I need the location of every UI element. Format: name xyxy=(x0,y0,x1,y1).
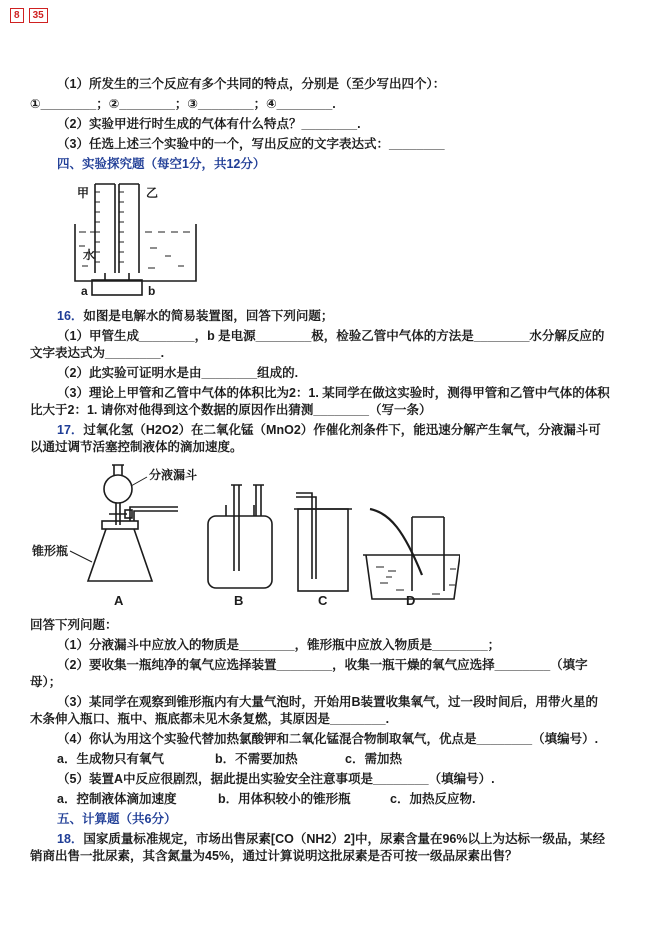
label-tube-yi: 乙 xyxy=(146,186,159,200)
section-4-title: 四、实验探究题（每空1分，共12分） xyxy=(57,157,266,171)
q17-intro xyxy=(30,422,610,456)
q16-item1: （1）甲管生成________，b 是电源________极，检验乙管中气体的方法是________水分解反应的文字表达式为________. xyxy=(30,329,605,360)
q17-item3: （3）某同学在观察到锥形瓶内有大量气泡时，开始用B装置收集氧气，过一段时间后，用带火星的木条伸入瓶口、瓶中、瓶底都未见木条复燃，其原因是________. xyxy=(30,695,598,726)
q16-intro-text: 如图是电解水的简易装置图，回答下列问题； xyxy=(83,309,334,323)
annotation-badges xyxy=(10,8,48,23)
option-4a: a．生成物只有氧气 xyxy=(57,752,164,766)
q18-body: 国家质量标准规定，市场出售尿素[CO（NH2）2]中，尿素含量在96%以上为达标一级品，某经销商出售一批尿素，其含氮量为45%，通过计算说明这批尿素是否可按一级品尿素出售？ xyxy=(30,832,605,863)
flask-leader-line xyxy=(70,551,92,562)
q16-intro xyxy=(30,308,610,325)
gas-jar-tube xyxy=(296,493,316,579)
option-5a: a．控制液体滴加速度 xyxy=(57,792,177,806)
q17-item4: （4）你认为用这个实验代替加热氯酸钾和二氧化锰混合物制取氧气，优点是________（填编号）. xyxy=(57,732,599,746)
washing-bottle xyxy=(208,516,272,588)
delivery-tube-d xyxy=(370,509,422,575)
q17-item5: （5）装置A中反应很剧烈，据此提出实验安全注意事项是________（填编号）. xyxy=(57,772,495,786)
tube-yi xyxy=(119,184,139,273)
q17-item2: （2）要收集一瓶纯净的氧气应选择装置________，收集一瓶干燥的氧气应选择________（填字母）； xyxy=(30,658,588,689)
q17-number: 17． xyxy=(57,423,84,437)
exam-paper xyxy=(30,76,610,868)
q15-item2: （2）实验甲进行时生成的气体有什么特点？________. xyxy=(57,117,361,131)
option-5c: c．加热反应物. xyxy=(390,792,476,806)
label-water: 水 xyxy=(83,248,96,262)
label-separating-funnel: 分液漏斗 xyxy=(149,468,198,482)
conical-flask xyxy=(88,529,152,581)
q15-item3: （3）任选上述三个实验中的一个，写出反应的文字表达式：________ xyxy=(57,137,445,151)
option-5b: b．用体积较小的锥形瓶 xyxy=(218,792,351,806)
q18-number: 18． xyxy=(57,832,84,846)
funnel-bulb xyxy=(104,475,132,503)
inverted-bottle xyxy=(412,517,444,591)
label-device-d: D xyxy=(406,593,416,608)
section-5-title: 五、计算题（共6分） xyxy=(57,812,177,826)
funnel-top-tube xyxy=(112,465,124,475)
q18-text xyxy=(30,831,610,865)
washing-bottle-long-tube xyxy=(231,485,242,571)
q17-options-4 xyxy=(30,751,610,768)
gas-jar xyxy=(298,509,348,591)
q17-intro-text: 过氧化氢（H2O2）在二氧化锰（MnO2）作催化剂条件下，能迅速分解产生氧气，分液漏斗可以通过调节活塞控制液体的滴加速度。 xyxy=(30,423,601,454)
washing-bottle-neck xyxy=(226,505,254,516)
q16-item3: （3）理论上甲管和乙管中气体的体积比为2：1. 某同学在做这实验时，测得甲管和乙管中气体的体积比大于2：1. 请你对他得到这个数据的原因作出猜测________（写一条） xyxy=(30,386,610,417)
delivery-tube-a xyxy=(130,507,178,521)
oxygen-apparatus xyxy=(30,459,460,609)
label-device-c: C xyxy=(318,593,328,608)
label-device-a: A xyxy=(114,593,124,608)
label-device-b: B xyxy=(234,593,244,608)
q15-item1: （1）所发生的三个反应有多个共同的特点，分别是（至少写出四个）： xyxy=(57,77,446,91)
q17-answer-intro: 回答下列问题： xyxy=(30,618,118,632)
option-4c: c．需加热 xyxy=(345,752,402,766)
battery-box xyxy=(92,280,142,295)
funnel-leader-line xyxy=(131,477,147,486)
badge-left: 8 xyxy=(10,8,24,23)
label-electrode-b: b xyxy=(148,284,156,298)
q16-item2: （2）此实验可证明水是由________组成的. xyxy=(57,366,299,380)
badge-right: 35 xyxy=(29,8,48,23)
tube-jia xyxy=(95,184,115,273)
label-conical-flask: 锥形瓶 xyxy=(32,544,69,558)
q16-number: 16． xyxy=(57,309,84,323)
electrode-wires xyxy=(105,273,129,280)
oxygen-generation-diagram xyxy=(30,459,610,614)
q15-blanks: ①________；②________；③________；④________. xyxy=(30,97,336,111)
label-tube-jia: 甲 xyxy=(77,186,90,200)
label-electrode-a: a xyxy=(81,284,88,298)
q17-item1: （1）分液漏斗中应放入的物质是________，锥形瓶中应放入物质是________； xyxy=(57,638,501,652)
electrolysis-diagram xyxy=(70,176,610,305)
q17-options-5 xyxy=(30,791,610,808)
electrolysis-apparatus xyxy=(70,176,220,300)
option-4b: b．不需要加热 xyxy=(215,752,298,766)
